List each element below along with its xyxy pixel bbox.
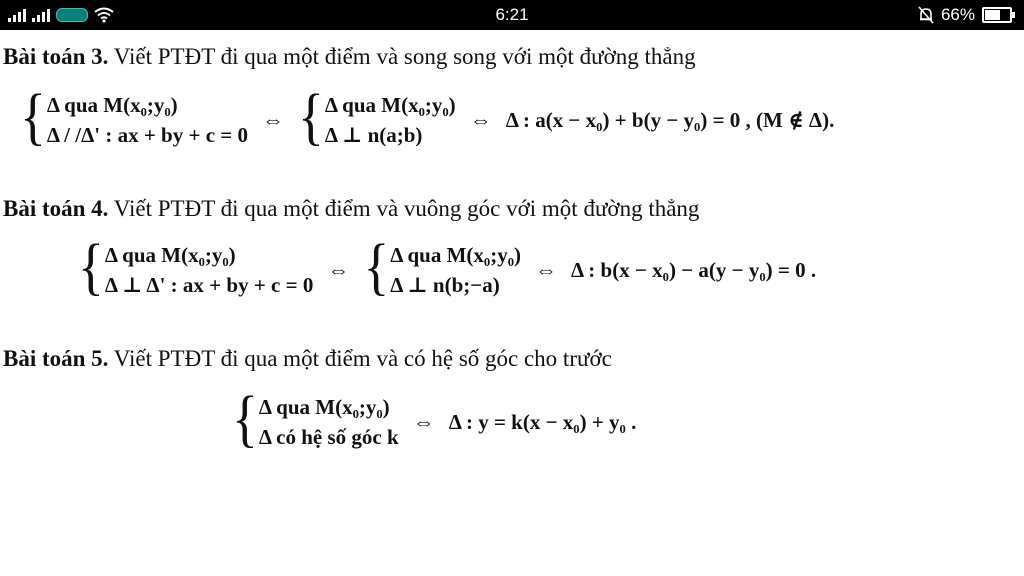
problem-3-mid-system — [298, 81, 456, 152]
problem-4-left-system — [78, 231, 314, 302]
battery-fill — [985, 10, 1000, 20]
system-line: Δ qua M(x₀;y₀) — [324, 93, 456, 117]
system-line: Δ qua M(x₀;y₀) — [104, 243, 236, 267]
brace-icon: { — [20, 81, 46, 152]
problem-3-text: Viết PTĐT đi qua một điểm và song song với một đường thẳng — [108, 44, 696, 69]
problem-4-heading — [3, 196, 699, 222]
battery-percent: 66% — [940, 5, 975, 24]
problem-4-result: Δ : b(x − x₀) − a(y − y₀) = 0 . — [571, 257, 817, 282]
system-line: Δ ⊥ Δ' : ax + by + c = 0 — [104, 273, 314, 297]
problem-3-left-system — [20, 81, 248, 152]
equivalence-icon: ⇔ — [535, 257, 558, 282]
problem-4-mid-system — [363, 231, 522, 302]
brace-icon: { — [363, 231, 390, 302]
system-line: Δ qua M(x₀;y₀) — [46, 93, 178, 117]
system-line: Δ qua M(x₀;y₀) — [258, 395, 390, 419]
equivalence-icon: ⇔ — [469, 107, 492, 132]
problem-4-text: Viết PTĐT đi qua một điểm và vuông góc với một đường thẳng — [108, 196, 700, 221]
problem-5-text: Viết PTĐT đi qua một điểm và có hệ số góc cho trước — [108, 346, 612, 371]
system-line: Δ qua M(x₀;y₀) — [390, 243, 522, 267]
equivalence-icon: ⇔ — [327, 257, 350, 282]
problem-5-result: Δ : y = k(x − x₀) + y₀ . — [448, 409, 637, 434]
problem-3-formula — [20, 81, 835, 152]
equivalence-icon: ⇔ — [262, 107, 284, 132]
clock: 6:21 — [495, 5, 529, 24]
problem-4-formula — [78, 231, 817, 302]
system-line: Δ / /Δ' : ax + by + c = 0 — [46, 123, 248, 147]
problem-5-title: Bài toán 5. — [3, 346, 109, 371]
problem-5-heading — [3, 346, 612, 372]
problem-4-title: Bài toán 4. — [3, 196, 109, 221]
status-right — [918, 4, 1012, 26]
mute-icon — [918, 6, 934, 24]
battery-icon — [982, 7, 1012, 23]
system-line: Δ ⊥ n(b;−a) — [390, 273, 500, 297]
status-bar — [0, 0, 1024, 30]
brace-icon: { — [298, 81, 324, 152]
problem-3-heading — [3, 44, 696, 70]
equivalence-icon: ⇔ — [412, 409, 435, 434]
problem-3-result: Δ : a(x − x₀) + b(y − y₀) = 0 , (M ∉ Δ). — [505, 108, 835, 132]
problem-5-formula — [232, 383, 637, 454]
system-line: Δ có hệ số góc k — [258, 425, 399, 449]
system-line: Δ ⊥ n(a;b) — [324, 123, 423, 147]
brace-icon: { — [78, 231, 104, 302]
problem-3-title: Bài toán 3. — [3, 44, 109, 69]
brace-icon: { — [232, 383, 258, 454]
problem-5-left-system — [232, 383, 399, 454]
